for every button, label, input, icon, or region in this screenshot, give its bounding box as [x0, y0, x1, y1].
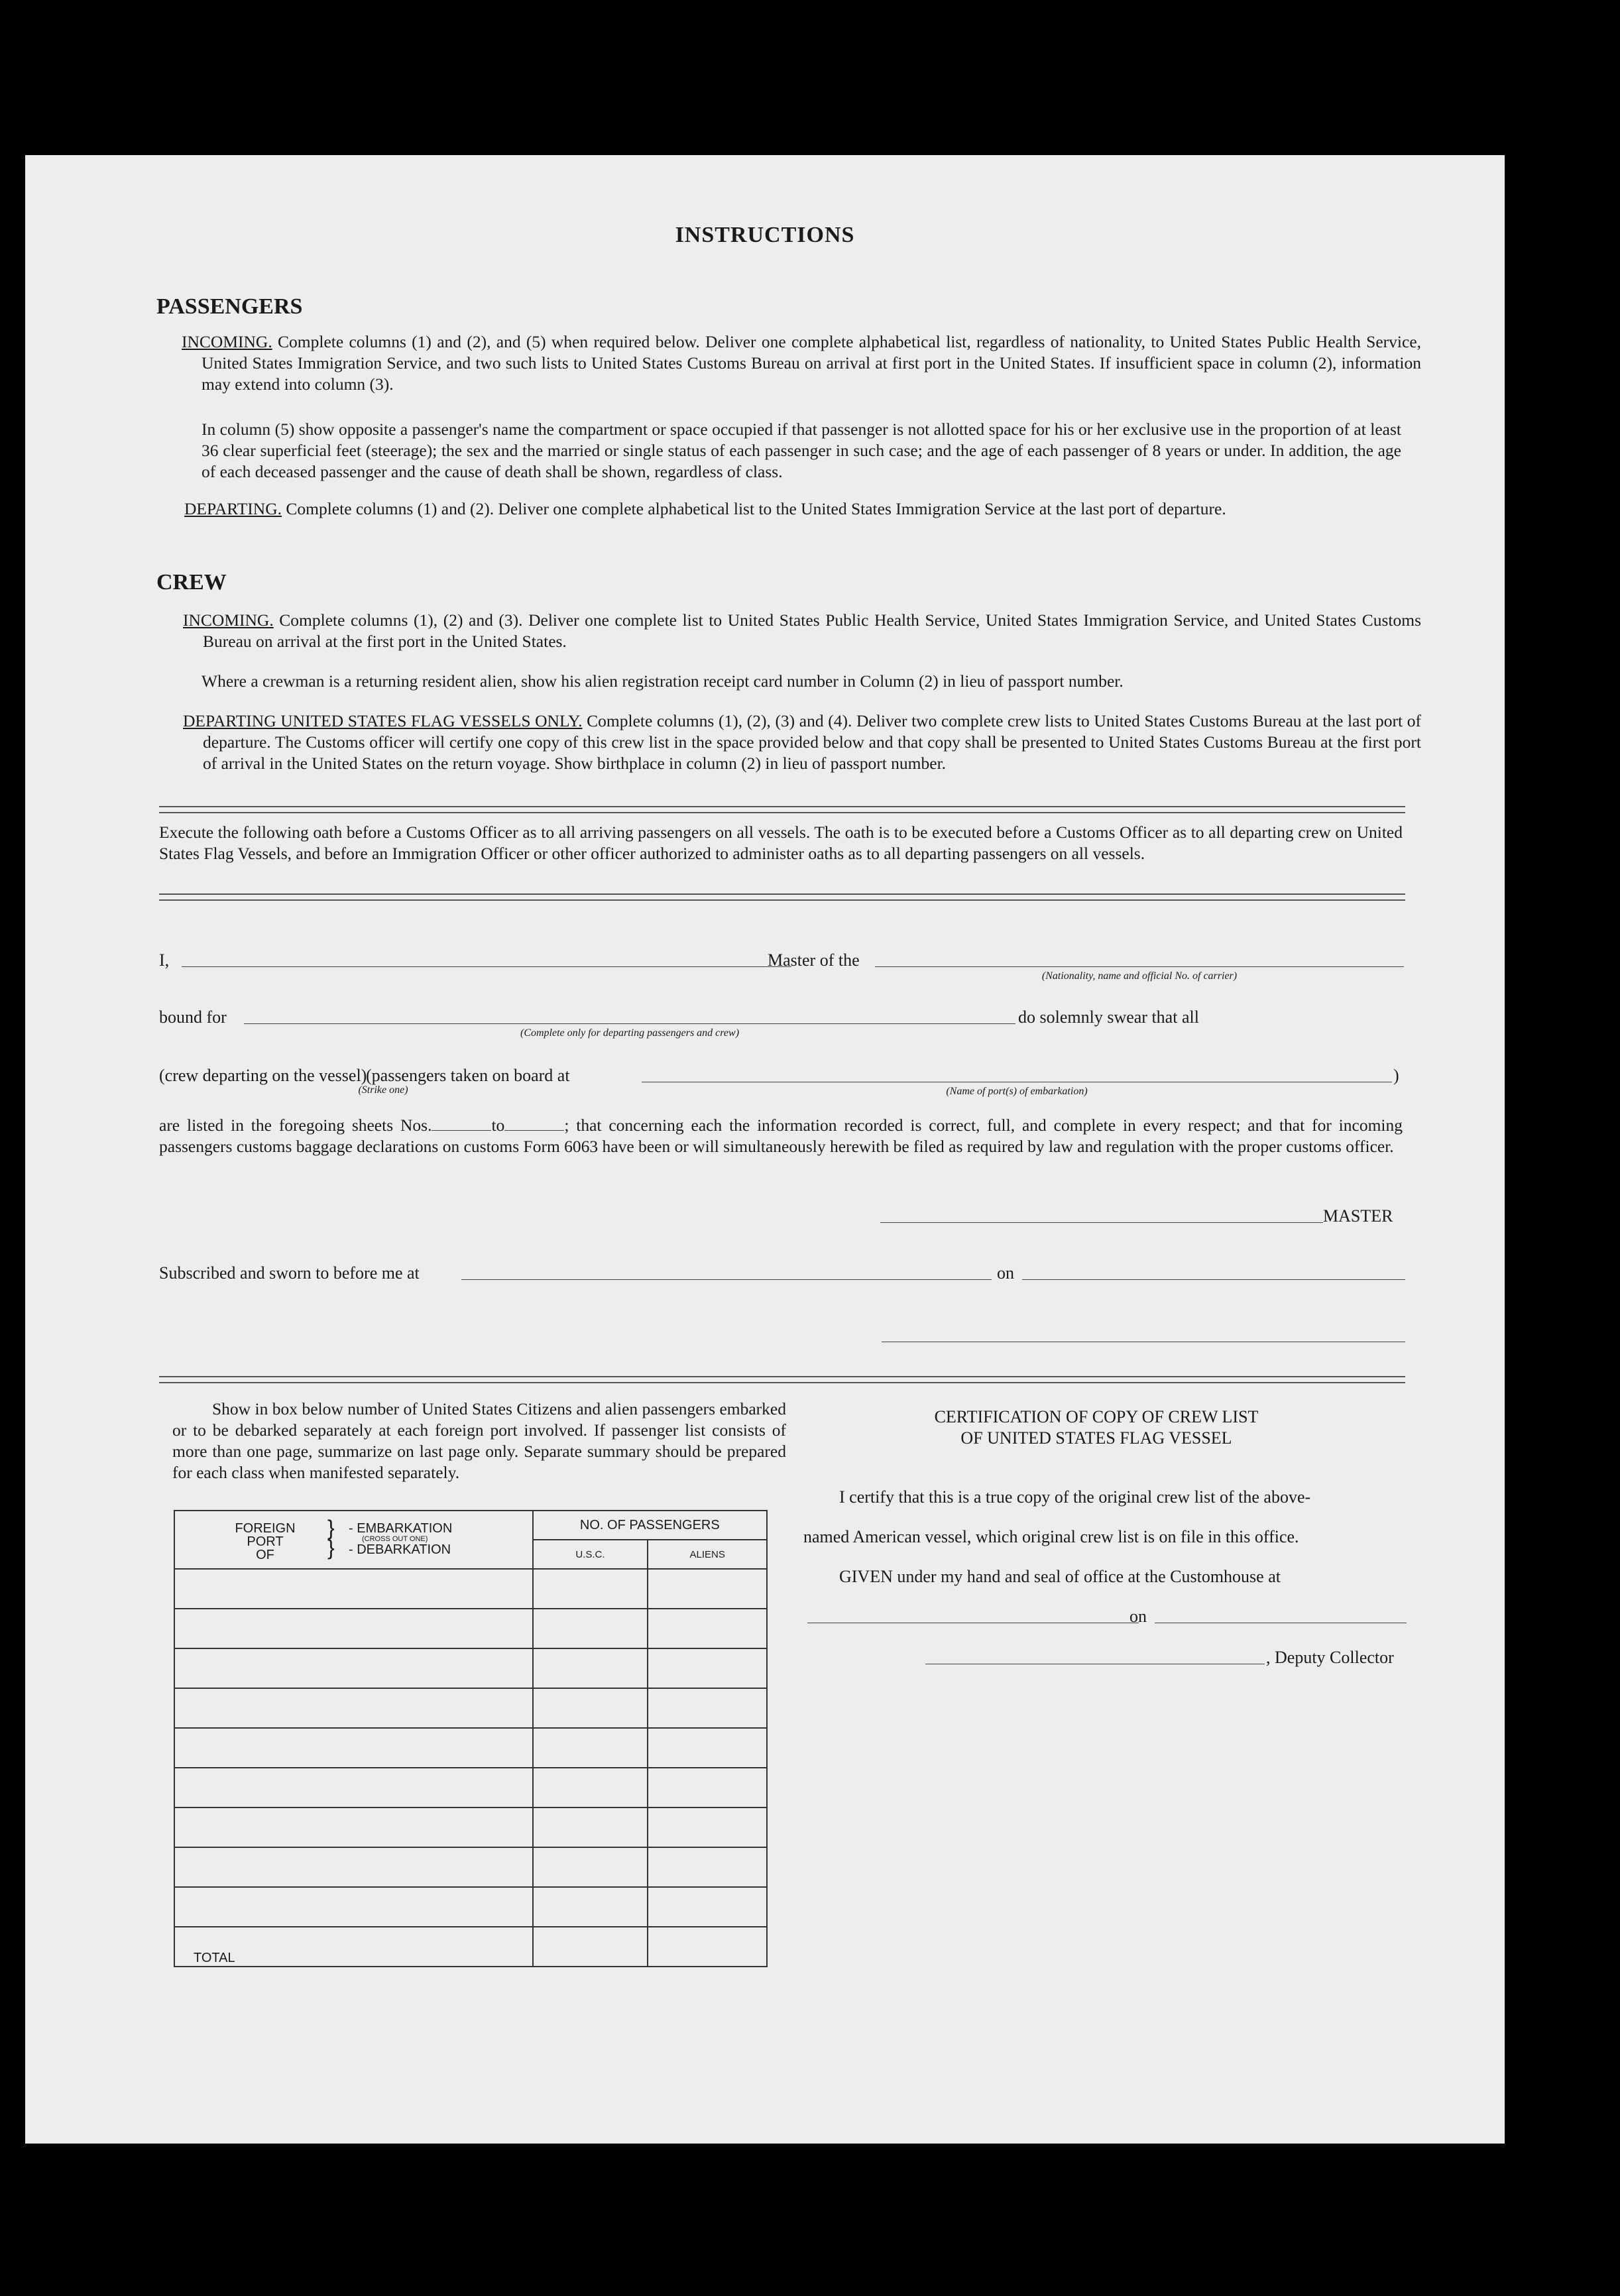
port-cell[interactable] [174, 1688, 533, 1728]
passengers-departing-paragraph [184, 498, 1421, 520]
port-cell[interactable] [174, 1609, 533, 1648]
aliens-cell[interactable] [648, 1569, 767, 1609]
table-row [174, 1808, 767, 1847]
crew-incoming-text: Complete columns (1), (2) and (3). Deliver one complete list to United States Public Health Service, United States Immigration Service, and United States Customs Bureau on arrival at the first port in the United States. [203, 610, 1422, 651]
passengers-incoming-label: INCOMING. [182, 332, 272, 351]
subscribed-label: Subscribed and sworn to before me at [159, 1263, 420, 1283]
aliens-cell[interactable] [648, 1768, 767, 1808]
aliens-cell[interactable] [648, 1648, 767, 1688]
page-title: INSTRUCTIONS [675, 223, 855, 247]
usc-total-cell[interactable] [533, 1927, 648, 1967]
no-passengers-header: NO. OF PASSENGERS [533, 1511, 767, 1540]
embarkation-option[interactable]: - EMBARKATION [349, 1521, 453, 1536]
master-name-field[interactable] [182, 966, 791, 967]
crew-departing-text: Complete columns (1), (2), (3) and (4). Deliver two complete crew lists to United States Customs Bureau at the last port of departure. The Customs officer will certify one copy of this crew list in the space provided below and that copy shall be presented to United States Customs Bureau at the first port of arrival in the United States on the return voyage. Show birthplace in column (2) in lieu of passport number. [203, 711, 1421, 773]
passengers-incoming-text: Complete columns (1) and (2), and (5) when required below. Deliver one complete alphabetical list, regardless of nationality, to United States Public Health Service, United States Immigration Service, and two such lists to United States Customs Bureau on arrival at first port in the United States. If insufficient space in column (2), information may extend into column (3). [202, 332, 1422, 394]
usc-cell[interactable] [533, 1808, 648, 1847]
crew-resident-paragraph: Where a crewman is a returning resident alien, show his alien registration receipt card number in Column (2) in lieu of passport number. [202, 671, 1124, 691]
passengers-column5-paragraph: In column (5) show opposite a passenger's name the compartment or space occupied if that passenger is not allotted space for his or her exclusive use in the proportion of at least 36 clear superficial feet (steerage); the sex and the married or single status of each passenger in such case; and the age of each passenger of 8 years or under. In addition, the age of each deceased passenger and the cause of death shall be shown, regardless of class. [202, 420, 1401, 481]
carrier-field[interactable] [875, 966, 1404, 967]
cross-out-label: (CROSS OUT ONE) [362, 1535, 428, 1543]
sworn-date-field[interactable] [1022, 1279, 1405, 1280]
aliens-cell[interactable] [648, 1609, 767, 1648]
certification-title-line1: CERTIFICATION OF COPY OF CREW LIST [934, 1407, 1259, 1426]
crew-incoming-label: INCOMING. [183, 610, 274, 630]
certification-title-line2: OF UNITED STATES FLAG VESSEL [960, 1428, 1232, 1448]
usc-cell[interactable] [533, 1887, 648, 1927]
port-cell[interactable] [174, 1728, 533, 1768]
given-line: GIVEN under my hand and seal of office at the Customhouse at [839, 1567, 1281, 1586]
sheets-to-field[interactable] [504, 1130, 564, 1131]
do-solemnly-label: do solemnly swear that all [1018, 1007, 1199, 1027]
debarkation-option[interactable]: - DEBARKATION [349, 1542, 451, 1557]
usc-cell[interactable] [533, 1569, 648, 1609]
aliens-cell[interactable] [648, 1688, 767, 1728]
passengers-departing-text: Complete columns (1) and (2). Deliver one complete alphabetical list to the United States Immigration Service at the last port of departure. [286, 499, 1226, 518]
form-page [25, 155, 1505, 2144]
aliens-total-cell[interactable] [648, 1927, 767, 1967]
port-cell[interactable] [174, 1808, 533, 1847]
passengers-heading: PASSENGERS [156, 294, 303, 319]
deputy-collector-label: , Deputy Collector [1266, 1648, 1394, 1667]
port-cell[interactable] [174, 1768, 533, 1808]
passengers-incoming-paragraph [182, 331, 1421, 395]
certification-on-label: on [1129, 1607, 1147, 1626]
usc-header: U.S.C. [533, 1540, 648, 1569]
embarkation-port-caption: (Name of port(s) of embarkation) [946, 1086, 1088, 1097]
table-row-total [174, 1927, 767, 1967]
double-rule [159, 806, 1405, 813]
master-label: MASTER [1323, 1206, 1393, 1226]
bound-for-label: bound for [159, 1007, 227, 1027]
sheets-from-field[interactable] [432, 1130, 491, 1131]
port-cell[interactable] [174, 1569, 533, 1609]
summary-instructions: Show in box below number of United States Citizens and alien passengers embarked or to be debarked separately at each foreign port involved. If passenger list consists of more than one page, summarize on last page only. Separate summary should be prepared for each class when manifested separately. [172, 1399, 786, 1482]
double-rule [159, 893, 1405, 901]
crew-departing-label: DEPARTING UNITED STATES FLAG VESSELS ONLY. [183, 711, 583, 730]
listed-text-1: are listed in the foregoing sheets Nos. [159, 1116, 432, 1135]
port-cell[interactable] [174, 1847, 533, 1887]
certification-title [818, 1406, 1375, 1449]
master-of-the-label: Master of the [768, 950, 860, 970]
bound-for-caption: (Complete only for departing passengers and crew) [520, 1027, 740, 1039]
crew-departing-option[interactable]: (crew departing on the vessel) [159, 1066, 367, 1085]
oath-instructions: Execute the following oath before a Customs Officer as to all arriving passengers on all vessels. The oath is to be executed before a Customs Officer as to all departing crew on United States Flag Vessels, and before an Immigration Officer or other officer authorized to administer oaths as to all departing passengers on all vessels. [159, 823, 1403, 863]
total-label: TOTAL [174, 1927, 533, 1967]
table-row [174, 1688, 767, 1728]
foreign-port-header [174, 1511, 533, 1569]
table-row [174, 1847, 767, 1887]
passengers-taken-option[interactable]: (passengers taken on board at [366, 1066, 570, 1085]
table-row [174, 1728, 767, 1768]
usc-cell[interactable] [533, 1648, 648, 1688]
brace-icon: } } [327, 1516, 335, 1560]
crew-departing-paragraph [183, 711, 1421, 774]
crew-incoming-paragraph [183, 610, 1421, 652]
passengers-departing-label: DEPARTING. [184, 499, 282, 518]
usc-cell[interactable] [533, 1609, 648, 1648]
usc-cell[interactable] [533, 1728, 648, 1768]
listed-text-2: ; that concerning each the information recorded is correct, full, and complete in every respect; and that for incoming passengers customs baggage declarations on customs Form 6063 have been or will simultaneously herewith be filed as required by law and regulation with the proper customs officer. [159, 1116, 1403, 1156]
carrier-caption: (Nationality, name and official No. of carrier) [1041, 970, 1238, 982]
master-signature-field[interactable] [880, 1222, 1323, 1223]
aliens-cell[interactable] [648, 1847, 767, 1887]
strike-one-caption: (Strike one) [358, 1084, 408, 1096]
table-row [174, 1887, 767, 1927]
table-row [174, 1648, 767, 1688]
port-cell[interactable] [174, 1648, 533, 1688]
table-row [174, 1768, 767, 1808]
listed-paragraph [159, 1115, 1403, 1157]
certify-line-2: named American vessel, which original crew list is on file in this office. [803, 1527, 1299, 1546]
sworn-location-field[interactable] [461, 1279, 992, 1280]
passenger-summary-table [174, 1510, 768, 1967]
table-row [174, 1569, 767, 1609]
double-rule [159, 1376, 1405, 1383]
usc-cell[interactable] [533, 1768, 648, 1808]
aliens-cell[interactable] [648, 1808, 767, 1847]
aliens-cell[interactable] [648, 1728, 767, 1768]
aliens-cell[interactable] [648, 1887, 767, 1927]
sworn-on-label: on [997, 1263, 1014, 1283]
port-cell[interactable] [174, 1887, 533, 1927]
table-row [174, 1609, 767, 1648]
bound-for-field[interactable] [244, 1023, 1015, 1024]
crew-heading: CREW [156, 570, 227, 595]
usc-cell[interactable] [533, 1847, 648, 1887]
close-paren: ) [1393, 1066, 1399, 1085]
of-label: OF [256, 1548, 274, 1562]
aliens-header: ALIENS [648, 1540, 767, 1569]
certify-line-1: I certify that this is a true copy of the original crew list of the above- [839, 1487, 1311, 1507]
foreign-label: FOREIGN [235, 1521, 296, 1536]
listed-to: to [491, 1116, 505, 1135]
usc-cell[interactable] [533, 1688, 648, 1728]
port-label: PORT [247, 1534, 284, 1549]
oath-i-label: I, [159, 950, 170, 970]
